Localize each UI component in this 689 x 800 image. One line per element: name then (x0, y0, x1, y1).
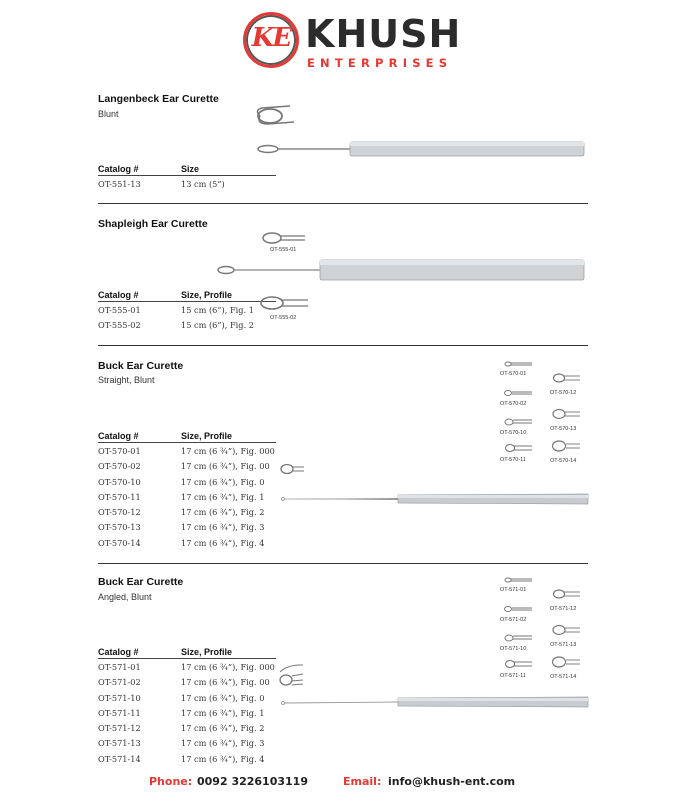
size-value: 17 cm (6 ¾”), Fig. 1 (181, 491, 265, 502)
shapleigh-curette-image (210, 228, 590, 328)
size-value: 17 cm (6 ¾”), Fig. 0 (181, 692, 265, 703)
contact-footer (0, 775, 689, 791)
tip-figure-11 (500, 661, 532, 680)
svg-text:OT-571-11: OT-571-11 (500, 673, 526, 679)
catalog-number: OT-551-13 (98, 179, 141, 189)
catalog-number: OT-571-13 (98, 738, 141, 749)
product-subtitle: Angled, Blunt (98, 592, 152, 602)
svg-text:OT-570-10: OT-570-10 (500, 430, 527, 436)
company-logo (243, 12, 462, 74)
header-size: Size (181, 164, 200, 174)
catalog-table (98, 647, 276, 766)
size-value: 13 cm (5”) (181, 179, 225, 189)
figure-label: OT-555-02 (270, 315, 297, 321)
tip-figure-02 (500, 607, 532, 624)
catalog-number: OT-571-10 (98, 692, 141, 703)
tip-figure-13 (550, 626, 580, 649)
catalog-number: OT-570-11 (98, 491, 141, 502)
size-value: 17 cm (6 ¾”), Fig. 000 (181, 446, 275, 456)
catalog-number: OT-570-10 (98, 476, 141, 487)
langenbeck-curette-image (250, 100, 590, 170)
product-title: Buck Ear Curette (98, 360, 184, 372)
table-row (98, 674, 276, 689)
header-catalog: Catalog # (98, 647, 139, 657)
catalog-number: OT-570-13 (98, 522, 141, 533)
tip-figure-10 (500, 419, 532, 436)
svg-text:OT-570-02: OT-570-02 (500, 401, 527, 407)
catalog-number: OT-570-14 (98, 537, 141, 548)
svg-text:OT-571-13: OT-571-13 (550, 642, 577, 648)
catalog-number: OT-570-02 (98, 461, 141, 472)
header-size-profile: Size, Profile (181, 647, 233, 657)
size-value: 17 cm (6 ¾”), Fig. 00 (181, 677, 270, 688)
email-label: Email: (343, 775, 382, 788)
header-catalog: Catalog # (98, 290, 139, 300)
section-divider (98, 563, 588, 564)
section-divider (98, 345, 588, 346)
product-subtitle: Blunt (98, 109, 119, 119)
product-title: Shapleigh Ear Curette (98, 218, 208, 230)
header-size-profile: Size, Profile (181, 431, 233, 441)
product-title: Buck Ear Curette (98, 576, 184, 588)
svg-text:OT-570-01: OT-570-01 (500, 371, 527, 377)
table-row (98, 751, 276, 766)
svg-text:OT-571-01: OT-571-01 (500, 587, 527, 593)
svg-text:OT-571-02: OT-571-02 (500, 617, 527, 623)
svg-text:OT-571-14: OT-571-14 (550, 674, 577, 680)
tip-figure-14 (550, 657, 580, 680)
svg-text:OT-570-13: OT-570-13 (550, 426, 577, 432)
size-value: 17 cm (6 ¾”), Fig. 00 (181, 461, 270, 472)
size-value: 15 cm (6”), Fig. 1 (181, 305, 254, 315)
buck-straight-curette-image (278, 358, 588, 508)
catalog-number: OT-555-01 (98, 305, 141, 315)
table-row (98, 474, 276, 489)
header-catalog: Catalog # (98, 164, 139, 174)
tip-figure-01 (500, 578, 532, 593)
size-value: 17 cm (6 ¾”), Fig. 1 (181, 707, 265, 718)
tip-figure-11 (500, 445, 532, 464)
svg-text:OT-570-14: OT-570-14 (550, 458, 577, 464)
table-row (98, 690, 276, 705)
catalog-number: OT-555-02 (98, 320, 141, 331)
table-header (98, 431, 276, 443)
table-row (98, 705, 276, 720)
size-value: 17 cm (6 ¾”), Fig. 2 (181, 723, 265, 734)
table-row (98, 535, 276, 550)
catalog-number: OT-570-12 (98, 507, 141, 518)
size-value: 17 cm (6 ¾”), Fig. 2 (181, 507, 265, 518)
svg-text:OT-571-12: OT-571-12 (550, 606, 577, 612)
catalog-number: OT-571-01 (98, 662, 141, 672)
product-subtitle: Straight, Blunt (98, 375, 155, 385)
svg-text:OT-571-10: OT-571-10 (500, 646, 527, 652)
table-row (98, 720, 276, 735)
catalog-number: OT-571-14 (98, 753, 141, 764)
size-value: 17 cm (6 ¾”), Fig. 3 (181, 522, 265, 533)
phone-label: Phone: (149, 775, 193, 788)
table-row (98, 489, 276, 504)
catalog-table (98, 431, 276, 550)
tip-figure-12 (550, 590, 580, 612)
logo-subtitle: ENTERPRISES (307, 56, 453, 70)
size-value: 17 cm (6 ¾”), Fig. 4 (181, 753, 265, 764)
svg-text:OT-570-11: OT-570-11 (500, 457, 526, 463)
table-row (98, 659, 276, 674)
size-value: 15 cm (6”), Fig. 2 (181, 320, 254, 331)
table-row (98, 458, 276, 473)
phone-number[interactable]: 0092 3226103119 (197, 775, 308, 788)
header-size-profile: Size, Profile (181, 290, 233, 300)
table-row (98, 519, 276, 534)
section-divider (98, 203, 588, 204)
catalog-number: OT-571-12 (98, 723, 141, 734)
product-title: Langenbeck Ear Curette (98, 93, 219, 105)
header-catalog: Catalog # (98, 431, 139, 441)
figure-label: OT-555-01 (270, 247, 297, 253)
table-row (98, 504, 276, 519)
size-value: 17 cm (6 ¾”), Fig. 3 (181, 738, 265, 749)
tip-figure-14 (550, 441, 580, 464)
tip-figure-02 (500, 391, 532, 408)
catalog-number: OT-570-01 (98, 446, 141, 456)
table-row (98, 176, 276, 191)
size-value: 17 cm (6 ¾”), Fig. 0 (181, 476, 265, 487)
tip-figure-01 (500, 362, 532, 377)
catalog-number: OT-571-02 (98, 677, 141, 688)
email-link[interactable]: info@khush-ent.com (388, 775, 516, 788)
catalog-number: OT-571-11 (98, 707, 141, 718)
table-row (98, 443, 276, 458)
table-header (98, 647, 276, 659)
svg-text:OT-570-12: OT-570-12 (550, 390, 577, 396)
table-row (98, 735, 276, 750)
tip-figure-10 (500, 635, 532, 652)
tip-figure-13 (550, 410, 580, 433)
logo-monogram: KE (251, 23, 291, 53)
tip-figure-12 (550, 374, 580, 396)
logo-name: KHUSH (305, 12, 462, 56)
size-value: 17 cm (6 ¾”), Fig. 000 (181, 662, 275, 672)
size-value: 17 cm (6 ¾”), Fig. 4 (181, 537, 265, 548)
buck-angled-curette-image (278, 574, 588, 724)
